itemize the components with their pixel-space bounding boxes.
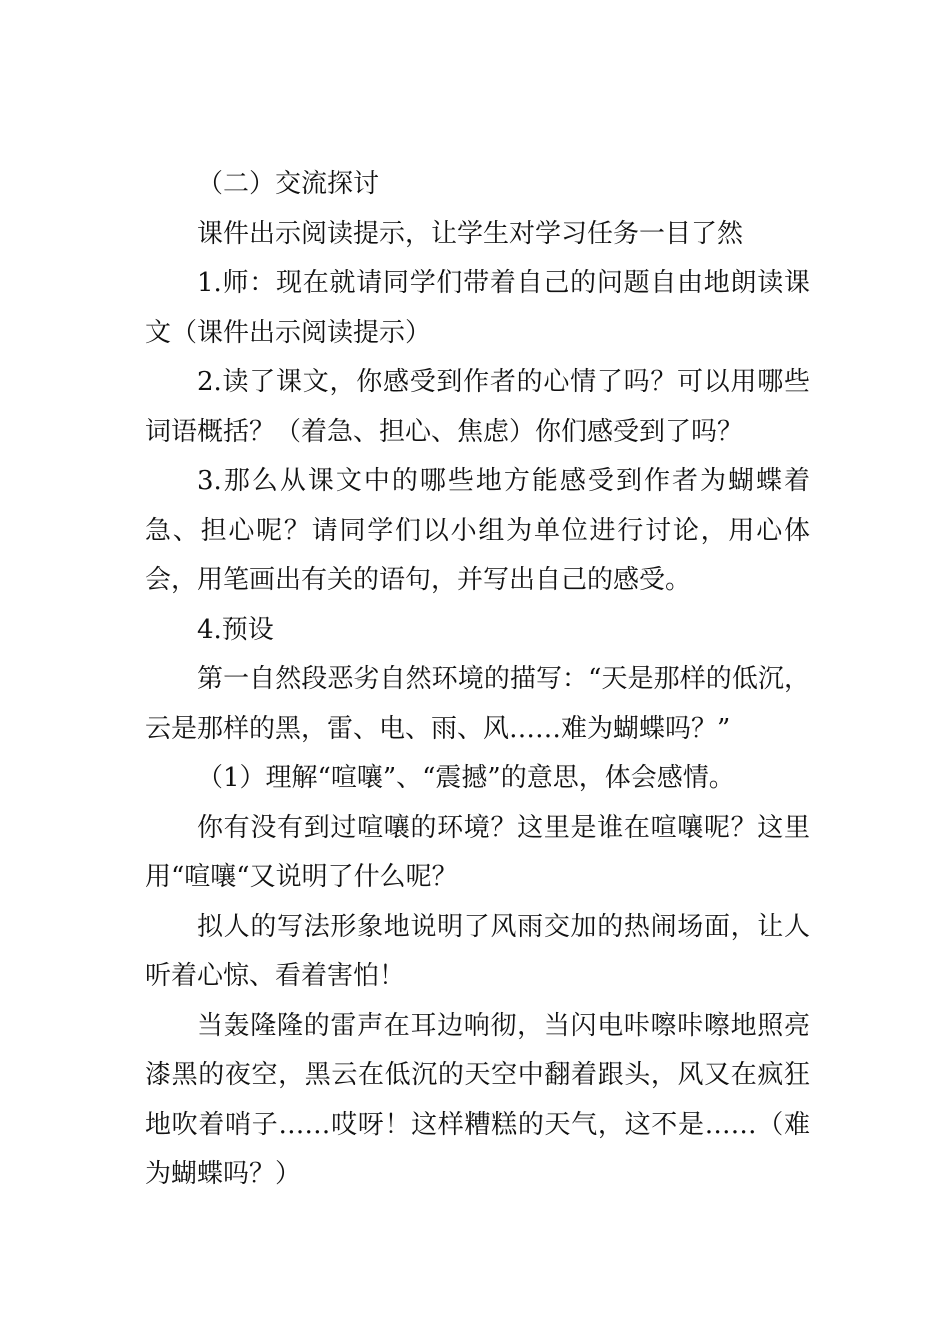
paragraph: 第一自然段恶劣自然环境的描写：“天是那样的低沉，云是那样的黑，雷、电、雨、风……难为蝴蝶吗？” [145, 664, 810, 744]
section-heading: （二）交流探讨 [197, 169, 380, 199]
paragraph: 3.那么从课文中的哪些地方能感受到作者为蝴蝶着急、担心呢？请同学们以小组为单位进行讨论，用心体会，用笔画出有关的语句，并写出自己的感受。 [145, 466, 810, 595]
paragraph: 4.预设 [197, 614, 274, 645]
paragraph: 你有没有到过喧嚷的环境？这里是谁在喧嚷呢？这里用“喧嚷“又说明了什么呢？ [145, 812, 810, 892]
paragraph: 课件出示阅读提示，让学生对学习任务一目了然 [197, 218, 744, 249]
paragraph: 1.师：现在就请同学们带着自己的问题自由地朗读课文（课件出示阅读提示） [145, 268, 810, 348]
document-body [145, 160, 810, 1200]
paragraph: 当轰隆隆的雷声在耳边响彻，当闪电咔嚓咔嚓地照亮漆黑的夜空，黑云在低沉的天空中翻着跟头，风又在疯狂地吹着哨子……哎呀！这样糟糕的天气，这不是……（难为蝴蝶吗？） [145, 1010, 810, 1189]
paragraph: 2.读了课文，你感受到作者的心情了吗？可以用哪些词语概括？（着急、担心、焦虑）你们感受到了吗？ [145, 367, 810, 447]
paragraph: 拟人的写法形象地说明了风雨交加的热闹场面，让人听着心惊、看着害怕！ [145, 911, 810, 991]
paragraph: （1）理解“喧嚷”、“震撼”的意思，体会感情。 [197, 763, 735, 793]
